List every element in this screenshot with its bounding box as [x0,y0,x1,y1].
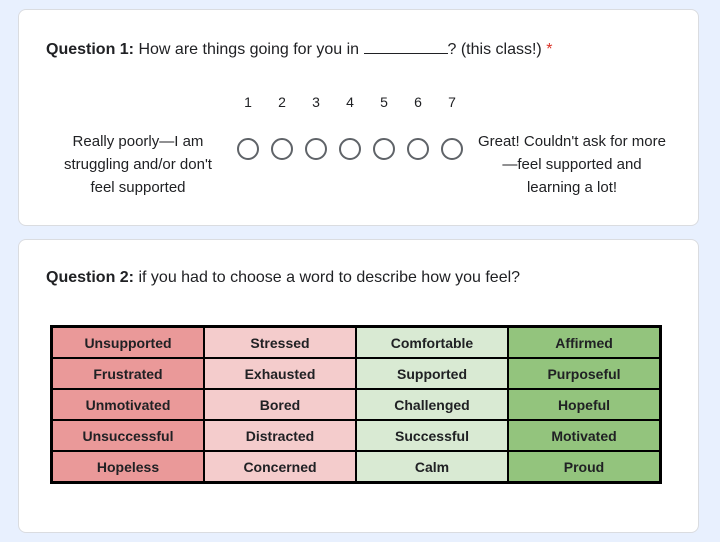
radio-option-6[interactable] [407,138,429,160]
radio-option-2[interactable] [271,138,293,160]
word-cell: Challenged [356,389,508,420]
radio-option-1[interactable] [237,138,259,160]
question-1-title [46,39,552,60]
question-1-card [18,9,699,226]
radio-option-7[interactable] [441,138,463,160]
question-2-card [18,239,699,533]
scale-number: 7 [448,94,456,110]
question-1-label: Question 1: [46,41,135,58]
scale-number: 6 [414,94,422,110]
radio-option-4[interactable] [339,138,361,160]
word-cell: Hopeful [508,389,661,420]
word-cell: Successful [356,420,508,451]
question-1-text-after: ? (this class!) [447,41,542,58]
scale-number: 4 [346,94,354,110]
table-row [52,389,661,420]
question-2-text: if you had to choose a word to describe how you feel? [138,269,521,286]
scale-high-label: Great! Couldn't ask for more—feel supported and learning a lot! [478,133,666,196]
word-cell: Distracted [204,420,356,451]
scale-number: 1 [244,94,252,110]
question-1-text: How are things going for you in [138,41,360,58]
scale-low-label: Really poorly—I am struggling and/or don't feel supported [64,133,212,196]
word-cell: Supported [356,358,508,389]
table-row [52,358,661,389]
word-cell: Proud [508,451,661,483]
word-cell: Unsuccessful [52,420,205,451]
feelings-word-table [50,325,662,484]
word-cell: Comfortable [356,327,508,359]
radio-option-5[interactable] [373,138,395,160]
table-row [52,451,661,483]
question-1-blank [364,39,448,54]
question-2-title [46,268,520,288]
table-row [52,420,661,451]
word-cell: Motivated [508,420,661,451]
word-cell: Unsupported [52,327,205,359]
question-2-label: Question 2: [46,269,135,286]
radio-option-3[interactable] [305,138,327,160]
word-cell: Hopeless [52,451,205,483]
scale-number: 5 [380,94,388,110]
word-cell: Concerned [204,451,356,483]
required-asterisk: * [546,41,553,58]
scale-number: 2 [278,94,286,110]
scale-number: 3 [312,94,320,110]
word-cell: Frustrated [52,358,205,389]
word-cell: Bored [204,389,356,420]
table-row [52,327,661,359]
word-cell: Calm [356,451,508,483]
word-cell: Stressed [204,327,356,359]
scale-radio-group [238,138,474,162]
word-cell: Exhausted [204,358,356,389]
word-cell: Affirmed [508,327,661,359]
word-cell: Unmotivated [52,389,205,420]
word-cell: Purposeful [508,358,661,389]
